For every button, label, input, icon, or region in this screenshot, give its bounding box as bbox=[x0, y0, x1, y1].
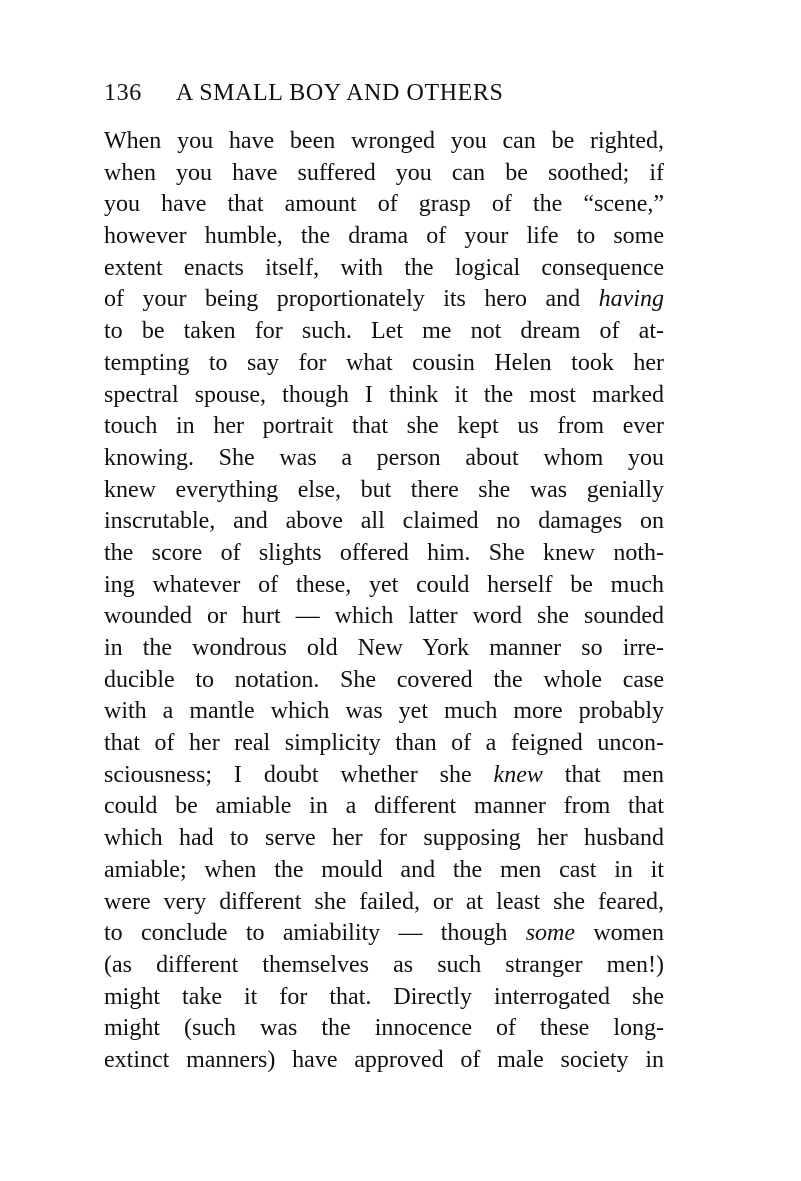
text-line: to be taken for such. Let me not dream of at- bbox=[104, 318, 664, 345]
text-line: could be amiable in a different manner from that bbox=[104, 793, 664, 820]
text-line: tempting to say for what cousin Helen took her bbox=[104, 349, 664, 376]
text-line: of your being proportionately its hero and having bbox=[104, 286, 664, 313]
text-line: that of her real simplicity than of a feigned uncon- bbox=[104, 730, 664, 757]
text-line: however humble, the drama of your life to some bbox=[104, 223, 664, 250]
text-line: extent enacts itself, with the logical consequence bbox=[104, 254, 664, 281]
running-head bbox=[104, 80, 503, 114]
body-text bbox=[104, 126, 664, 1077]
text-line: the score of slights offered him. She knew noth- bbox=[104, 539, 664, 566]
text-line: amiable; when the mould and the men cast in it bbox=[104, 856, 664, 883]
text-line: sciousness; I doubt whether she knew that men bbox=[104, 761, 665, 788]
text-line: might (such was the innocence of these long- bbox=[104, 1015, 664, 1042]
text-line: (as different themselves as such stranger men!) bbox=[104, 951, 664, 978]
text-line: might take it for that. Directly interrogated she bbox=[104, 983, 664, 1010]
page-number: 136 bbox=[104, 80, 142, 106]
text-line: knew everything else, but there she was genially bbox=[104, 476, 664, 503]
text-line: you have that amount of grasp of the “scene,” bbox=[104, 191, 664, 218]
text-line: touch in her portrait that she kept us from ever bbox=[104, 413, 664, 440]
text-line: with a mantle which was yet much more probably bbox=[104, 698, 664, 725]
text-line: in the wondrous old New York manner so irre- bbox=[104, 635, 664, 661]
text-line: When you have been wronged you can be righted, bbox=[104, 128, 664, 154]
text-line: were very different she failed, or at least she feared, bbox=[104, 888, 664, 915]
text-line: spectral spouse, though I think it the most marked bbox=[104, 381, 664, 408]
text-line: extinct manners) have approved of male society in bbox=[104, 1046, 664, 1073]
text-line: ing whatever of these, yet could herself be much bbox=[104, 571, 664, 598]
text-line: inscrutable, and above all claimed no damages on bbox=[104, 508, 664, 535]
text-line: when you have suffered you can be soothed; if bbox=[104, 159, 664, 186]
text-line: wounded or hurt — which latter word she sounded bbox=[104, 603, 664, 630]
text-line: knowing. She was a person about whom you bbox=[104, 444, 664, 471]
text-line: to conclude to amiability — though some women bbox=[104, 920, 664, 947]
text-line: ducible to notation. She covered the whole case bbox=[104, 666, 664, 693]
text-line: which had to serve her for supposing her husband bbox=[104, 825, 664, 852]
book-title: A SMALL BOY AND OTHERS bbox=[176, 80, 504, 106]
